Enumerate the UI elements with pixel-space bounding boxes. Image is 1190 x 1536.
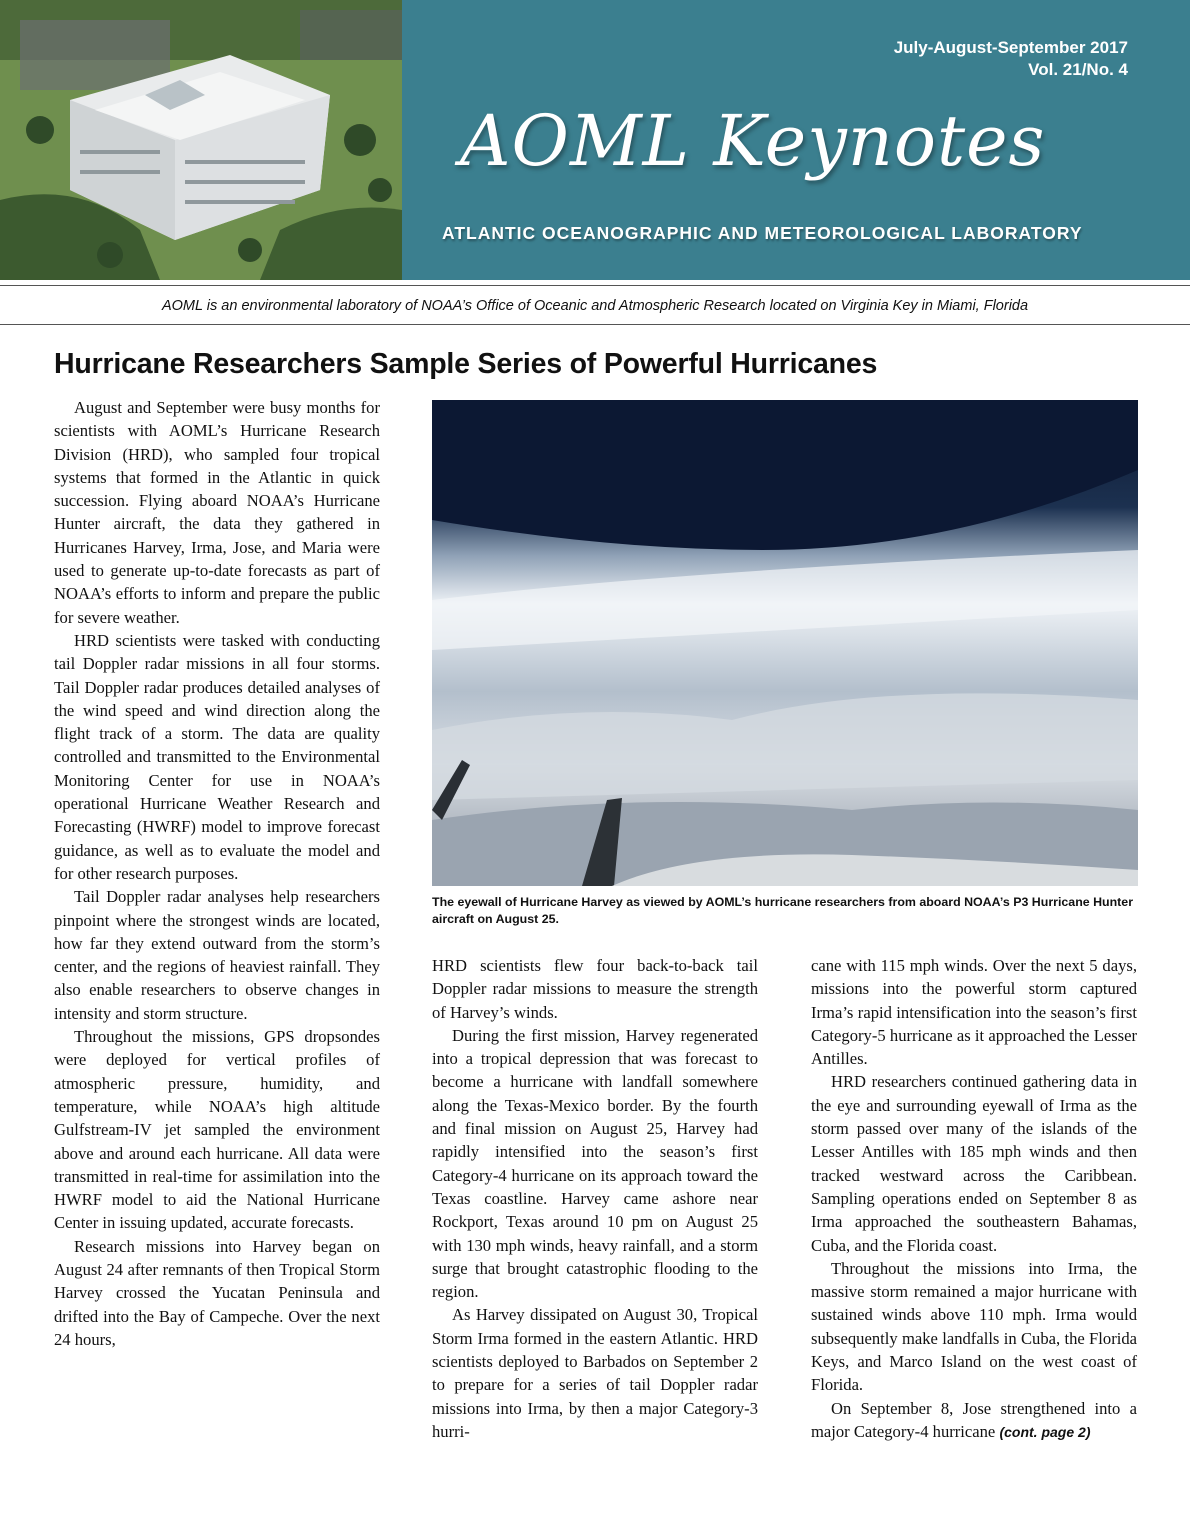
paragraph: August and September were busy months for scientists with AOML’s Hurricane Research Division (HRD), who sampled four tropical systems that formed in the Atlantic in quick succession. Flying aboard NOAA’s Hurricane Hunter aircraft, the data they gathered in Hurricanes Harvey, Irma, Jose, and Maria were used to generate up-to-date forecasts as part of NOAA’s efforts to inform and prepare the public for severe weather. <box>54 398 380 627</box>
issue-period: July-August-September 2017 <box>893 38 1128 57</box>
paragraph <box>811 1397 1137 1445</box>
laboratory-name: ATLANTIC OCEANOGRAPHIC AND METEOROLOGICAL LABORATORY <box>442 223 1083 243</box>
paragraph: Research missions into Harvey began on August 24 after remnants of then Tropical Storm Harvey crossed the Yucatan Peninsula and drifted into the Bay of Campeche. Over the next 24 hours, <box>54 1236 380 1349</box>
paragraph-text: On September 8, Jose strengthened into a major Category-4 hurricane <box>811 1398 1137 1441</box>
newsletter-title: AOML Keynotes <box>460 100 1046 182</box>
paragraph: Throughout the missions, GPS dropsondes were deployed for vertical profiles of atmospheric pressure, humidity, and temperature, while NOAA’s high altitude Gulfstream-IV jet sampled the environment above and around each hurricane. All data were transmitted in real-time for assimilation into the HWRF model to aid the National Hurricane Center in issuing updated, accurate forecasts. <box>54 1027 380 1233</box>
building-aerial-photo <box>0 0 402 280</box>
tagline: AOML is an environmental laboratory of NOAA’s Office of Oceanic and Atmospheric Research located on Virginia Key in Miami, Florida <box>161 298 1029 314</box>
article-column-2 <box>432 954 758 1443</box>
issue-volume: Vol. 21/No. 4 <box>1028 60 1128 79</box>
paragraph: Tail Doppler radar analyses help researchers pinpoint where the strongest winds are located, how far they extend outward from the storm’s center, and the regions of heaviest rainfall. They also enable researchers to observe changes in intensity and storm structure. <box>54 887 380 1023</box>
paragraph: HRD scientists flew four back-to-back tail Doppler radar missions to measure the strength of Harvey’s winds. <box>432 956 758 1022</box>
article-column-1 <box>54 396 380 1351</box>
paragraph: cane with 115 mph winds. Over the next 5 days, missions into the powerful storm captured Irma’s rapid intensification into the season’s first Category-5 hurricane as it approached the Lesser Antilles. <box>811 956 1137 1069</box>
masthead <box>0 0 1190 280</box>
paragraph: HRD researchers continued gathering data in the eye and surrounding eyewall of Irma as the storm passed over many of the islands of the Lesser Antilles with 185 mph winds and then tracked westward across the Caribbean. Sampling operations ended on September 8 as Irma approached the southeastern Bahamas, Cuba, and the Florida coast. <box>811 1072 1137 1255</box>
paragraph: Throughout the missions into Irma, the massive storm remained a major hurricane with sustained winds above 110 mph. Irma would subsequently make landfalls in Cuba, the Florida Keys, and Marco Island on the west coast of Florida. <box>811 1258 1137 1395</box>
paragraph: As Harvey dissipated on August 30, Tropical Storm Irma formed in the eastern Atlantic. HRD scientists deployed to Barbados on September 2 to prepare for a series of tail Doppler radar missions into Irma, by then a major Category-3 hurri- <box>432 1305 758 1441</box>
hurricane-eyewall-photo <box>432 400 1138 886</box>
bottom-divider <box>0 324 1190 325</box>
paragraph: HRD scientists were tasked with conducting tail Doppler radar missions in all four storms. Tail Doppler radar produces detailed analyses of the wind speed and wind direction along the flight track of a storm. The data are quality controlled and transmitted to the Environmental Monitoring Center for use in NOAA’s operational Hurricane Weather Research and Forecasting (HWRF) model to improve forecast guidance, as well as to evaluate the model and for other research purposes. <box>54 630 380 883</box>
article-headline: Hurricane Researchers Sample Series of Powerful Hurricanes <box>54 348 878 380</box>
top-divider <box>0 285 1190 286</box>
masthead-banner <box>402 0 1190 280</box>
figure-caption: The eyewall of Hurricane Harvey as viewed by AOML’s hurricane researchers from aboard NOAA’s P3 Hurricane Hunter aircraft on August 25. <box>432 895 1134 926</box>
paragraph: During the first mission, Harvey regenerated into a tropical depression that was forecast to become a hurricane with landfall somewhere along the Texas-Mexico border. By the fourth and final mission on August 25, Harvey had rapidly intensified into the season’s first Category-4 hurricane on its approach toward the Texas coastline. Harvey came ashore near Rockport, Texas around 10 pm on August 25 with 130 mph winds, heavy rainfall, and a storm surge that brought catastrophic flooding to the region. <box>432 1025 758 1302</box>
continued-link[interactable]: (cont. page 2) <box>999 1423 1091 1440</box>
article-column-3 <box>811 954 1137 1444</box>
